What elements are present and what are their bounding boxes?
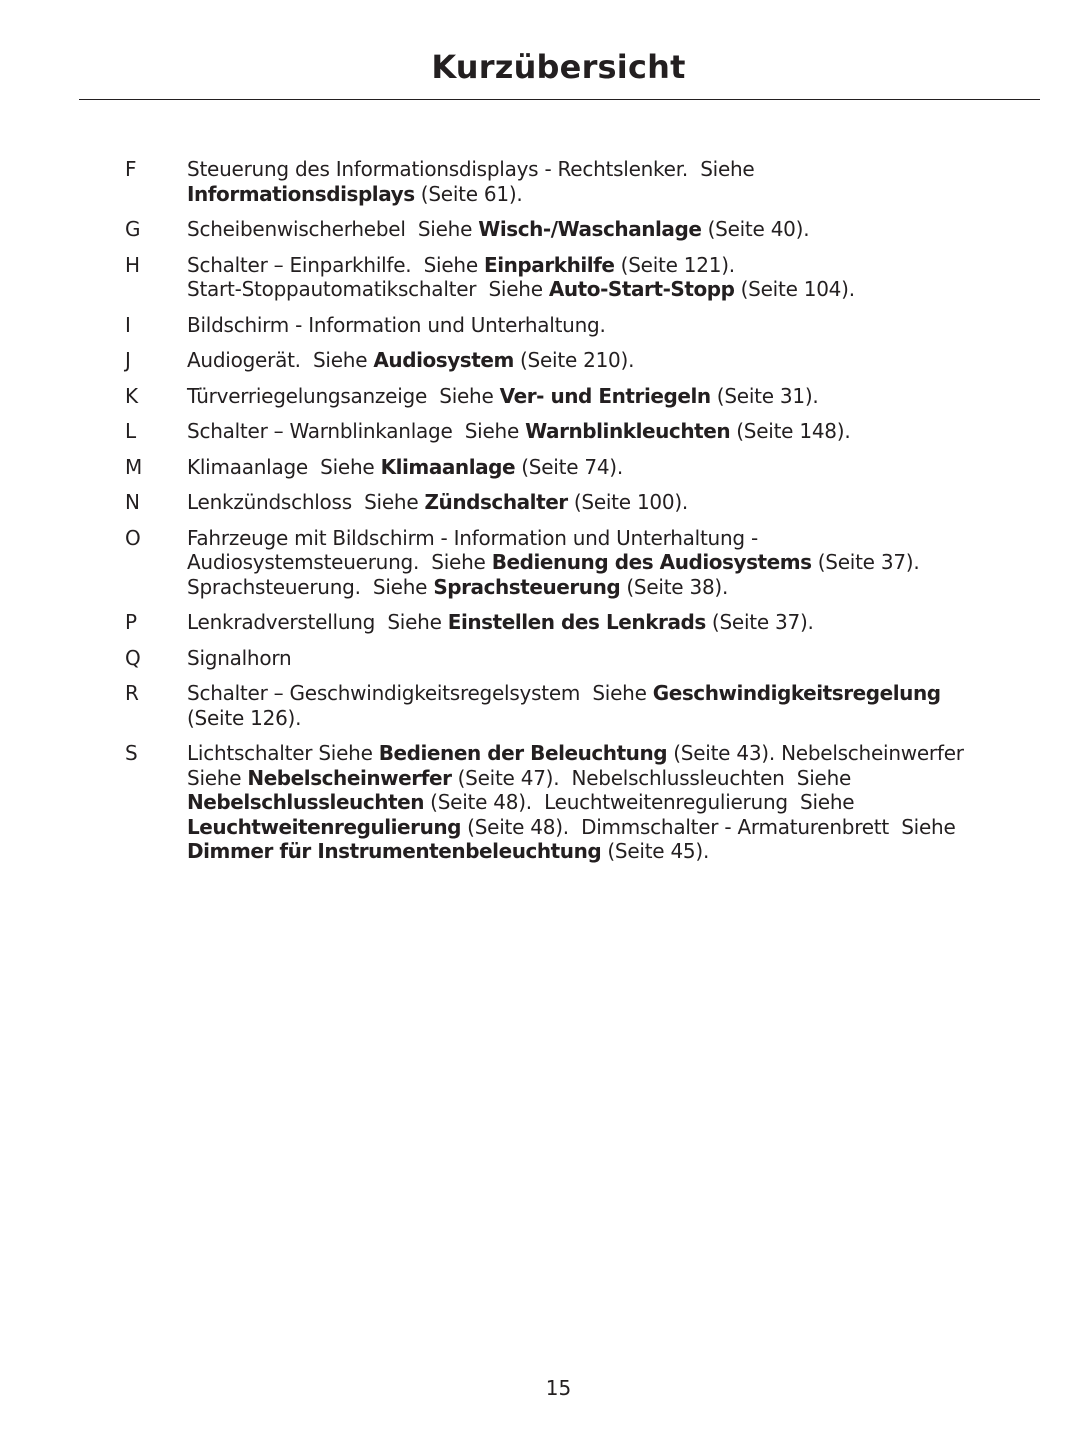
entry-letter: P [125,610,138,634]
entry-letter: S [125,741,138,765]
entry-description [187,681,1037,730]
entry-letter: L [125,419,137,443]
entry-text-segment: Steuerung des Informationsdisplays - Rechtslenker. Siehe [187,157,755,181]
legend-entry [0,646,1087,671]
cross-reference-title: Einstellen des Lenkrads [447,610,706,634]
entry-text-segment: Schalter – Geschwindigkeitsregelsystem Siehe [187,681,653,705]
legend-entry [0,157,1087,206]
entry-text-segment: (Seite 210). [513,348,635,372]
entry-text-segment: Audiogerät. Siehe [187,348,374,372]
entry-text-segment: Start-Stoppautomatikschalter Siehe [187,277,549,301]
entry-description [187,348,1037,373]
legend-list [0,157,1087,875]
entry-line [187,839,1037,864]
entry-text-segment: (Seite 148). [730,419,851,443]
entry-letter: G [125,217,141,241]
title-divider [79,99,1040,100]
entry-text-segment: Lenkzündschloss Siehe [187,490,425,514]
entry-line [187,526,1037,551]
entry-letter: N [125,490,140,514]
cross-reference-title: Geschwindigkeitsregelung [652,681,941,705]
entry-letter: I [125,312,131,337]
entry-description [187,455,1037,480]
cross-reference-title: Zündschalter [424,490,568,514]
cross-reference-title: Ver- und Entriegeln [499,383,711,408]
entry-text-segment: Türverriegelungsanzeige Siehe [187,383,500,408]
entry-text-segment: (Seite 40). [701,217,810,241]
entry-line [187,610,1037,635]
entry-line [187,550,1037,575]
entry-text-segment: Lichtschalter Siehe [187,741,379,765]
entry-letter: R [125,681,139,705]
cross-reference-title: Wisch-/Waschanlage [478,217,702,241]
cross-reference-title: Bedienen der Beleuchtung [378,741,668,765]
entry-letter: F [125,157,137,181]
entry-description [187,217,1037,242]
entry-description [187,157,1037,206]
entry-line [187,419,1037,444]
entry-text-segment: Bildschirm - Information und Unterhaltung. [187,312,606,337]
entry-text-segment: (Seite 37). [811,550,920,574]
entry-text-segment: (Seite 45). [601,839,710,863]
entry-line [187,384,1037,409]
cross-reference-title: Klimaanlage [380,454,516,479]
entry-text-segment: Audiosystemsteuerung. Siehe [187,550,492,574]
entry-text-segment: (Seite 104). [734,277,855,301]
entry-text-segment: (Seite 47). Nebelschlussleuchten Siehe [451,765,852,790]
entry-text-segment: Schalter – Einparkhilfe. Siehe [187,252,484,277]
cross-reference-title: Einparkhilfe [484,252,615,277]
entry-description [187,490,1037,515]
entry-line [187,681,1037,706]
cross-reference-title: Audiosystem [373,348,514,372]
legend-entry [0,348,1087,373]
legend-entry [0,253,1087,302]
entry-description [187,646,1037,671]
entry-line [187,157,1037,182]
legend-entry [0,313,1087,338]
entry-letter: K [125,383,139,408]
legend-entry [0,217,1087,242]
entry-letter: Q [125,645,141,670]
entry-line [187,455,1037,480]
entry-text-segment: (Seite 48). Leuchtweitenregulierung Siehe [424,790,855,814]
entry-text-segment: Schalter – Warnblinkanlage Siehe [187,419,526,443]
page-title: Kurzübersicht [431,48,686,86]
cross-reference-title: Warnblinkleuchten [525,419,731,443]
entry-text-segment: Signalhorn [187,645,292,670]
entry-letter: J [125,348,131,372]
cross-reference-title: Bedienung des Audiosystems [491,550,812,574]
legend-entry [0,384,1087,409]
entry-description [187,610,1037,635]
cross-reference-title: Auto-Start-Stopp [548,277,735,301]
entry-text-segment: Fahrzeuge mit Bildschirm - Information und Unterhaltung - [187,525,758,550]
entry-line [187,741,1037,766]
entry-letter: M [125,454,143,479]
entry-text-segment: (Seite 48). Dimmschalter - Armaturenbrett Siehe [461,814,956,839]
entry-letter: H [125,252,141,277]
entry-line [187,348,1037,373]
entry-line [187,182,1037,207]
entry-text-segment: Klimaanlage Siehe [187,454,381,479]
entry-text-segment: (Seite 126). [187,705,302,730]
cross-reference-title: Leuchtweitenregulierung [187,814,462,839]
cross-reference-title: Informationsdisplays [187,181,415,206]
cross-reference-title: Nebelscheinwerfer [247,765,452,790]
legend-entry [0,681,1087,730]
entry-description [187,526,1037,600]
entry-description [187,313,1037,338]
entry-text-segment: (Seite 38). [620,574,729,599]
cross-reference-title: Sprachsteuerung [433,574,621,599]
entry-line [187,646,1037,671]
entry-line [187,706,1037,731]
entry-line [187,575,1037,600]
entry-text-segment: (Seite 74). [515,454,623,479]
entry-text-segment: Sprachsteuerung. Siehe [187,574,434,599]
entry-text-segment: (Seite 121). [614,252,735,277]
entry-text-segment: (Seite 61). [414,181,523,206]
entry-line [187,815,1037,840]
entry-text-segment: Scheibenwischerhebel Siehe [187,217,479,241]
entry-line [187,313,1037,338]
entry-text-segment: (Seite 100). [567,490,689,514]
entry-line [187,253,1037,278]
entry-text-segment: (Seite 37). [705,610,814,634]
legend-entry [0,455,1087,480]
entry-description [187,419,1037,444]
legend-entry [0,490,1087,515]
entry-line [187,277,1037,302]
entry-text-segment: Lenkradverstellung Siehe [187,610,448,634]
entry-description [187,253,1037,302]
entry-line [187,217,1037,242]
legend-entry [0,741,1087,864]
legend-entry [0,526,1087,600]
entry-line [187,490,1037,515]
entry-description [187,741,1037,864]
legend-entry [0,610,1087,635]
page-number: 15 [545,1376,572,1400]
cross-reference-title: Nebelschlussleuchten [187,790,425,814]
entry-text-segment: (Seite 43). Nebelscheinwerfer [667,741,964,765]
entry-description [187,384,1037,409]
entry-letter: O [125,525,141,550]
legend-entry [0,419,1087,444]
entry-text-segment: Siehe [187,765,248,790]
cross-reference-title: Dimmer für Instrumentenbeleuchtung [187,839,602,863]
entry-line [187,766,1037,791]
entry-text-segment: (Seite 31). [710,383,819,408]
entry-line [187,790,1037,815]
